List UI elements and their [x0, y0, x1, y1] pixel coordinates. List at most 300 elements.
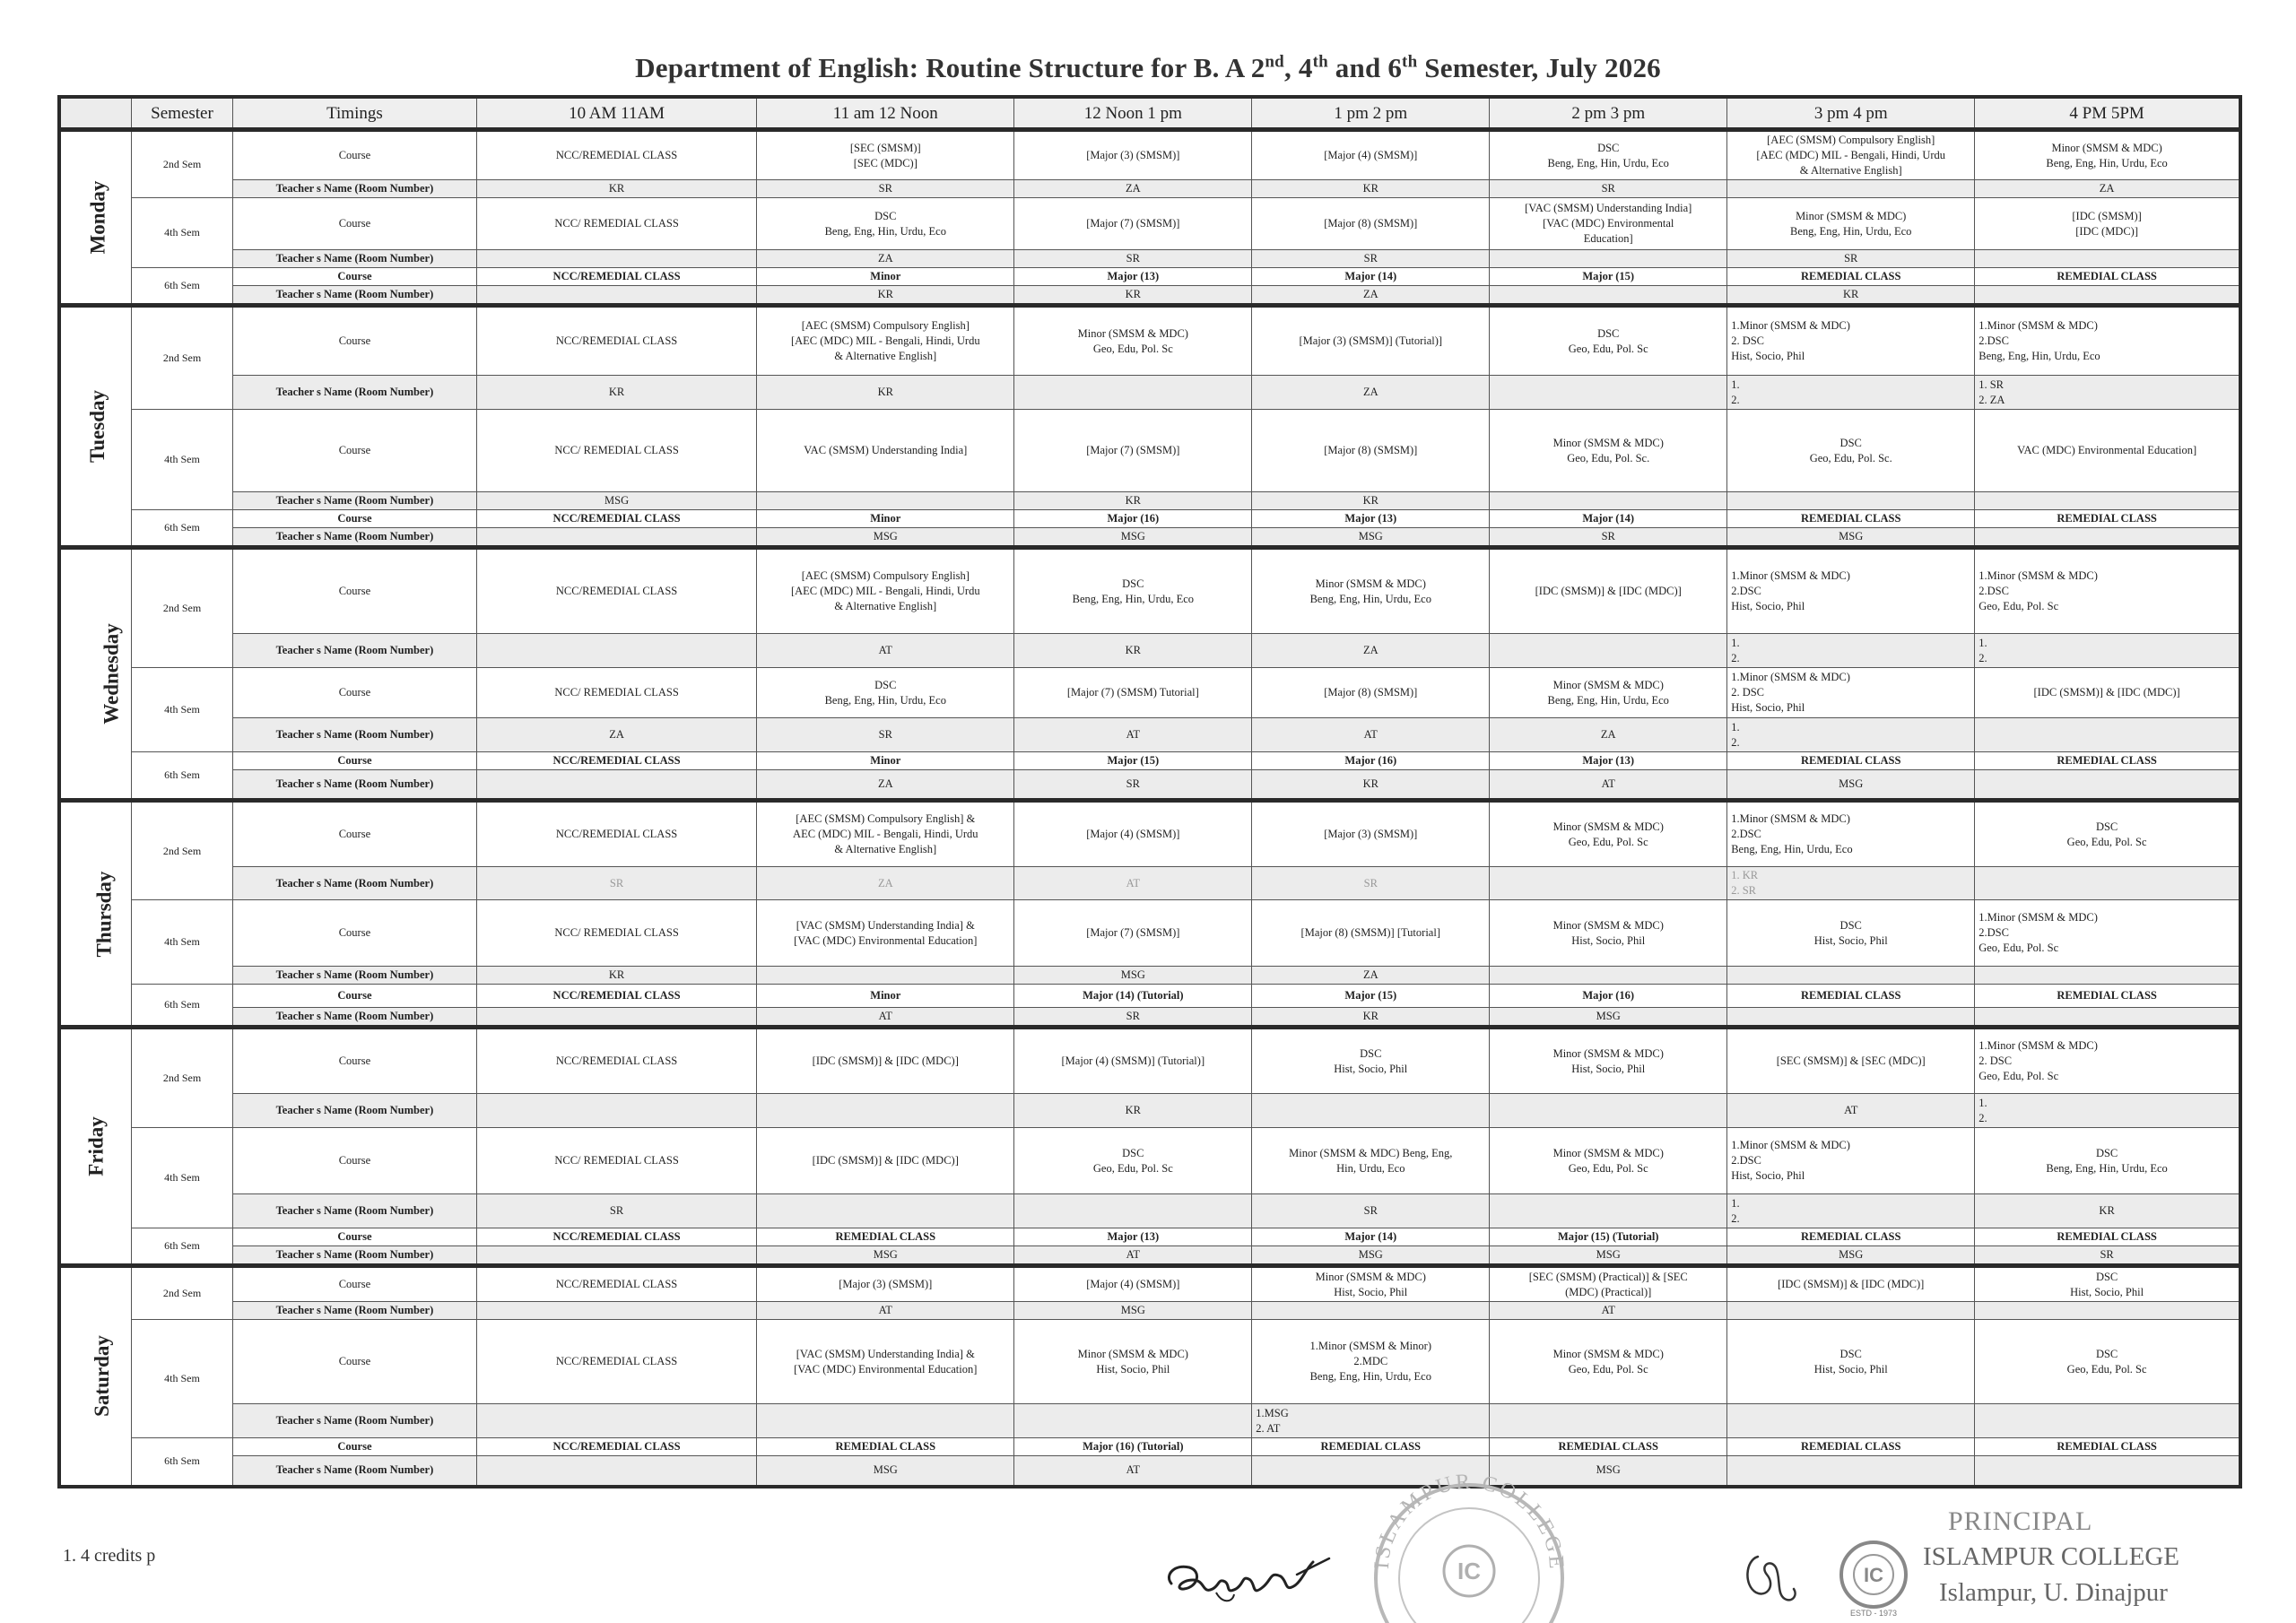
course-cell-1pm: 1.Minor (SMSM & Minor) 2.MDC Beng, Eng, Hin, Urdu, Eco: [1252, 1320, 1490, 1404]
semester-label: 4th Sem: [132, 900, 233, 985]
course-cell-1pm: Minor (SMSM & MDC) Beng, Eng, Hin, Urdu, Eco: [1252, 548, 1490, 634]
teacher-cell-2pm: [1490, 967, 1727, 985]
teacher-cell-4pm: 1. 2.: [1975, 634, 2240, 668]
teacher-cell-11am: [757, 1194, 1014, 1228]
course-cell-12noon: Major (16): [1014, 510, 1252, 528]
course-cell-1pm: Major (14): [1252, 1228, 1490, 1246]
teacher-cell-12noon: AT: [1014, 718, 1252, 752]
teacher-cell-1pm: MSG: [1252, 1246, 1490, 1266]
course-cell-12noon: Minor (SMSM & MDC) Geo, Edu, Pol. Sc: [1014, 306, 1252, 376]
course-cell-1pm: DSC Hist, Socio, Phil: [1252, 1028, 1490, 1094]
principal-stamp: [1826, 1506, 2212, 1618]
course-cell-3pm: 1.Minor (SMSM & MDC) 2. DSC Hist, Socio, Phil: [1727, 668, 1975, 718]
course-cell-10am: NCC/REMEDIAL CLASS: [476, 752, 756, 770]
teacher-cell-3pm: 1. 2.: [1727, 1194, 1975, 1228]
teacher-cell-2pm: [1490, 492, 1727, 510]
teacher-cell-12noon: KR: [1014, 1094, 1252, 1128]
course-cell-3pm: REMEDIAL CLASS: [1727, 985, 1975, 1008]
course-cell-11am: Minor: [757, 752, 1014, 770]
course-cell-1pm: Major (16): [1252, 752, 1490, 770]
day-name: Thursday: [92, 871, 116, 957]
course-cell-4pm: DSC Geo, Edu, Pol. Sc: [1975, 801, 2240, 867]
course-cell-10am: NCC/REMEDIAL CLASS: [476, 1266, 756, 1302]
course-cell-10am: NCC/REMEDIAL CLASS: [476, 1320, 756, 1404]
course-cell-3pm: 1.Minor (SMSM & MDC) 2.DSC Hist, Socio, Phil: [1727, 1128, 1975, 1194]
course-row: [59, 1438, 2240, 1456]
teacher-cell-3pm: KR: [1727, 286, 1975, 306]
course-row: [59, 900, 2240, 967]
course-cell-3pm: 1.Minor (SMSM & MDC) 2.DSC Beng, Eng, Hin, Urdu, Eco: [1727, 801, 1975, 867]
course-cell-10am: NCC/REMEDIAL CLASS: [476, 510, 756, 528]
teacher-label: Teacher s Name (Room Number): [232, 1094, 476, 1128]
teacher-label: Teacher s Name (Room Number): [232, 1246, 476, 1266]
teacher-cell-10am: [476, 1008, 756, 1028]
teacher-cell-11am: AT: [757, 1302, 1014, 1320]
initials-signature: [1740, 1549, 1803, 1607]
teacher-row: [59, 376, 2240, 410]
course-cell-2pm: Major (15) (Tutorial): [1490, 1228, 1727, 1246]
teacher-cell-11am: [757, 1094, 1014, 1128]
teacher-cell-1pm: [1252, 1302, 1490, 1320]
teacher-cell-3pm: [1727, 1456, 1975, 1487]
teacher-cell-2pm: SR: [1490, 528, 1727, 548]
header-slot-3pm: 3 pm 4 pm: [1727, 97, 1975, 130]
teacher-cell-11am: [757, 967, 1014, 985]
course-cell-2pm: Minor (SMSM & MDC) Geo, Edu, Pol. Sc: [1490, 801, 1727, 867]
header-row: [59, 97, 2240, 130]
course-row: [59, 510, 2240, 528]
teacher-cell-2pm: [1490, 250, 1727, 268]
course-row: [59, 752, 2240, 770]
course-cell-11am: [VAC (SMSM) Understanding India] & [VAC (MDC) Environmental Education]: [757, 900, 1014, 967]
course-cell-3pm: DSC Geo, Edu, Pol. Sc.: [1727, 410, 1975, 492]
routine-table: [57, 95, 2242, 1488]
course-cell-2pm: Minor (SMSM & MDC) Geo, Edu, Pol. Sc.: [1490, 410, 1727, 492]
teacher-cell-10am: KR: [476, 967, 756, 985]
day-name: Monday: [86, 180, 109, 255]
course-cell-3pm: REMEDIAL CLASS: [1727, 510, 1975, 528]
course-cell-3pm: 1.Minor (SMSM & MDC) 2.DSC Hist, Socio, Phil: [1727, 548, 1975, 634]
teacher-cell-1pm: ZA: [1252, 967, 1490, 985]
course-cell-10am: NCC/REMEDIAL CLASS: [476, 1438, 756, 1456]
day-label-saturday: [59, 1266, 132, 1487]
course-cell-4pm: REMEDIAL CLASS: [1975, 985, 2240, 1008]
teacher-cell-1pm: ZA: [1252, 286, 1490, 306]
teacher-cell-12noon: KR: [1014, 286, 1252, 306]
day-label-monday: [59, 130, 132, 306]
teacher-cell-2pm: [1490, 634, 1727, 668]
semester-label: 6th Sem: [132, 1438, 233, 1487]
stamp-principal-text: PRINCIPAL: [1948, 1506, 2093, 1536]
course-cell-10am: NCC/REMEDIAL CLASS: [476, 268, 756, 286]
teacher-cell-2pm: MSG: [1490, 1456, 1727, 1487]
course-cell-10am: NCC/ REMEDIAL CLASS: [476, 410, 756, 492]
course-cell-2pm: [VAC (SMSM) Understanding India] [VAC (MDC) Environmental Education]: [1490, 198, 1727, 250]
teacher-row: [59, 1194, 2240, 1228]
course-cell-10am: NCC/REMEDIAL CLASS: [476, 548, 756, 634]
course-cell-12noon: [Major (7) (SMSM)]: [1014, 198, 1252, 250]
course-cell-11am: DSC Beng, Eng, Hin, Urdu, Eco: [757, 198, 1014, 250]
course-cell-1pm: [Major (8) (SMSM)] [Tutorial]: [1252, 900, 1490, 967]
course-cell-1pm: Major (14): [1252, 268, 1490, 286]
teacher-cell-10am: [476, 528, 756, 548]
course-cell-11am: [IDC (SMSM)] & [IDC (MDC)]: [757, 1028, 1014, 1094]
teacher-cell-12noon: MSG: [1014, 528, 1252, 548]
teacher-row: [59, 967, 2240, 985]
teacher-cell-11am: ZA: [757, 770, 1014, 801]
college-seal-stamp: [1361, 1471, 1577, 1623]
teacher-cell-2pm: AT: [1490, 770, 1727, 801]
teacher-label: Teacher s Name (Room Number): [232, 718, 476, 752]
teacher-cell-10am: [476, 1456, 756, 1487]
day-label-wednesday: [59, 548, 132, 801]
semester-label: 2nd Sem: [132, 306, 233, 410]
teacher-cell-12noon: [1014, 376, 1252, 410]
teacher-cell-3pm: 1. 2.: [1727, 634, 1975, 668]
teacher-cell-4pm: [1975, 1302, 2240, 1320]
teacher-cell-10am: [476, 286, 756, 306]
teacher-cell-1pm: MSG: [1252, 528, 1490, 548]
course-cell-11am: [IDC (SMSM)] & [IDC (MDC)]: [757, 1128, 1014, 1194]
teacher-cell-3pm: 1. 2.: [1727, 376, 1975, 410]
course-cell-12noon: DSC Beng, Eng, Hin, Urdu, Eco: [1014, 548, 1252, 634]
semester-label: 6th Sem: [132, 985, 233, 1028]
teacher-cell-1pm: KR: [1252, 770, 1490, 801]
teacher-cell-12noon: AT: [1014, 867, 1252, 900]
course-label: Course: [232, 1028, 476, 1094]
teacher-row: [59, 528, 2240, 548]
semester-label: 4th Sem: [132, 668, 233, 752]
course-cell-12noon: Major (15): [1014, 752, 1252, 770]
teacher-label: Teacher s Name (Room Number): [232, 1302, 476, 1320]
course-row: [59, 801, 2240, 867]
teacher-row: [59, 1008, 2240, 1028]
teacher-cell-1pm: ZA: [1252, 376, 1490, 410]
teacher-cell-4pm: [1975, 528, 2240, 548]
teacher-cell-2pm: MSG: [1490, 1246, 1727, 1266]
course-cell-12noon: Minor (SMSM & MDC) Hist, Socio, Phil: [1014, 1320, 1252, 1404]
day-name: Saturday: [90, 1335, 113, 1418]
course-row: [59, 668, 2240, 718]
course-cell-4pm: 1.Minor (SMSM & MDC) 2.DSC Geo, Edu, Pol. Sc: [1975, 548, 2240, 634]
teacher-cell-10am: ZA: [476, 718, 756, 752]
course-row: [59, 268, 2240, 286]
course-cell-10am: NCC/REMEDIAL CLASS: [476, 130, 756, 180]
course-cell-2pm: [IDC (SMSM)] & [IDC (MDC)]: [1490, 548, 1727, 634]
course-cell-4pm: DSC Geo, Edu, Pol. Sc: [1975, 1320, 2240, 1404]
teacher-row: [59, 1456, 2240, 1487]
course-cell-4pm: 1.Minor (SMSM & MDC) 2. DSC Geo, Edu, Pol. Sc: [1975, 1028, 2240, 1094]
teacher-row: [59, 718, 2240, 752]
teacher-cell-1pm: KR: [1252, 492, 1490, 510]
teacher-cell-11am: KR: [757, 376, 1014, 410]
teacher-cell-3pm: [1727, 1404, 1975, 1438]
teacher-row: [59, 286, 2240, 306]
day-name: Wednesday: [100, 623, 123, 725]
teacher-cell-11am: [757, 1404, 1014, 1438]
teacher-cell-4pm: 1. 2.: [1975, 1094, 2240, 1128]
course-cell-1pm: Major (13): [1252, 510, 1490, 528]
semester-label: 2nd Sem: [132, 801, 233, 900]
header-slot-12noon: 12 Noon 1 pm: [1014, 97, 1252, 130]
course-row: [59, 410, 2240, 492]
course-cell-11am: Minor: [757, 268, 1014, 286]
teacher-label: Teacher s Name (Room Number): [232, 286, 476, 306]
course-row: [59, 130, 2240, 180]
header-slot-4pm: 4 PM 5PM: [1975, 97, 2240, 130]
day-label-thursday: [59, 801, 132, 1028]
teacher-cell-10am: [476, 1302, 756, 1320]
teacher-row: [59, 492, 2240, 510]
day-label-friday: [59, 1028, 132, 1266]
course-cell-11am: Minor: [757, 985, 1014, 1008]
teacher-cell-2pm: [1490, 376, 1727, 410]
teacher-row: [59, 180, 2240, 198]
course-cell-1pm: Minor (SMSM & MDC) Hist, Socio, Phil: [1252, 1266, 1490, 1302]
course-row: [59, 1320, 2240, 1404]
teacher-cell-2pm: [1490, 286, 1727, 306]
teacher-cell-4pm: SR: [1975, 1246, 2240, 1266]
course-cell-12noon: Major (16) (Tutorial): [1014, 1438, 1252, 1456]
teacher-cell-4pm: [1975, 492, 2240, 510]
course-cell-2pm: Major (16): [1490, 985, 1727, 1008]
semester-label: 6th Sem: [132, 1228, 233, 1266]
teacher-cell-3pm: [1727, 967, 1975, 985]
course-cell-2pm: Major (14): [1490, 510, 1727, 528]
teacher-label: Teacher s Name (Room Number): [232, 967, 476, 985]
course-label: Course: [232, 1266, 476, 1302]
teacher-label: Teacher s Name (Room Number): [232, 634, 476, 668]
course-label: Course: [232, 268, 476, 286]
course-cell-1pm: Minor (SMSM & MDC) Beng, Eng, Hin, Urdu, Eco: [1252, 1128, 1490, 1194]
course-label: Course: [232, 668, 476, 718]
teacher-row: [59, 250, 2240, 268]
header-slot-2pm: 2 pm 3 pm: [1490, 97, 1727, 130]
course-cell-10am: NCC/REMEDIAL CLASS: [476, 985, 756, 1008]
course-cell-11am: [Major (3) (SMSM)]: [757, 1266, 1014, 1302]
course-cell-12noon: DSC Geo, Edu, Pol. Sc: [1014, 1128, 1252, 1194]
course-cell-10am: NCC/REMEDIAL CLASS: [476, 306, 756, 376]
signature: [1162, 1548, 1342, 1609]
teacher-cell-4pm: [1975, 250, 2240, 268]
course-cell-2pm: DSC Beng, Eng, Hin, Urdu, Eco: [1490, 130, 1727, 180]
teacher-cell-3pm: 1. 2.: [1727, 718, 1975, 752]
course-cell-3pm: REMEDIAL CLASS: [1727, 268, 1975, 286]
course-row: [59, 1266, 2240, 1302]
teacher-cell-2pm: MSG: [1490, 1008, 1727, 1028]
course-cell-2pm: Major (15): [1490, 268, 1727, 286]
course-cell-3pm: REMEDIAL CLASS: [1727, 1228, 1975, 1246]
course-cell-1pm: [Major (8) (SMSM)]: [1252, 668, 1490, 718]
header-slot-11am: 11 am 12 Noon: [757, 97, 1014, 130]
teacher-cell-11am: ZA: [757, 867, 1014, 900]
course-cell-4pm: REMEDIAL CLASS: [1975, 752, 2240, 770]
svg-text:IC: IC: [1457, 1558, 1481, 1584]
teacher-cell-1pm: SR: [1252, 867, 1490, 900]
teacher-cell-10am: SR: [476, 1194, 756, 1228]
teacher-label: Teacher s Name (Room Number): [232, 250, 476, 268]
course-row: [59, 548, 2240, 634]
teacher-label: Teacher s Name (Room Number): [232, 770, 476, 801]
semester-label: 4th Sem: [132, 1128, 233, 1228]
course-cell-1pm: [Major (8) (SMSM)]: [1252, 410, 1490, 492]
course-label: Course: [232, 510, 476, 528]
course-cell-2pm: Minor (SMSM & MDC) Hist, Socio, Phil: [1490, 1028, 1727, 1094]
header-slot-1pm: 1 pm 2 pm: [1252, 97, 1490, 130]
header-semester: Semester: [132, 97, 233, 130]
course-cell-12noon: [Major (4) (SMSM)]: [1014, 1266, 1252, 1302]
teacher-cell-12noon: SR: [1014, 250, 1252, 268]
teacher-cell-3pm: MSG: [1727, 528, 1975, 548]
semester-label: 4th Sem: [132, 1320, 233, 1438]
teacher-cell-3pm: SR: [1727, 250, 1975, 268]
day-label-tuesday: [59, 306, 132, 548]
course-cell-11am: [SEC (SMSM)] [SEC (MDC)]: [757, 130, 1014, 180]
course-cell-3pm: DSC Hist, Socio, Phil: [1727, 900, 1975, 967]
teacher-label: Teacher s Name (Room Number): [232, 1456, 476, 1487]
course-label: Course: [232, 130, 476, 180]
course-label: Course: [232, 900, 476, 967]
stamp-college-name: ISLAMPUR COLLEGE: [1923, 1542, 2179, 1571]
day-name: Friday: [84, 1116, 108, 1176]
teacher-cell-12noon: AT: [1014, 1456, 1252, 1487]
teacher-label: Teacher s Name (Room Number): [232, 528, 476, 548]
teacher-label: Teacher s Name (Room Number): [232, 1404, 476, 1438]
teacher-row: [59, 1246, 2240, 1266]
college-logo-icon: [1830, 1539, 1918, 1618]
teacher-cell-1pm: KR: [1252, 180, 1490, 198]
teacher-cell-2pm: [1490, 1404, 1727, 1438]
teacher-cell-12noon: KR: [1014, 492, 1252, 510]
teacher-cell-1pm: SR: [1252, 250, 1490, 268]
teacher-cell-12noon: KR: [1014, 634, 1252, 668]
course-row: [59, 306, 2240, 376]
course-cell-10am: NCC/ REMEDIAL CLASS: [476, 900, 756, 967]
teacher-cell-2pm: SR: [1490, 180, 1727, 198]
course-label: Course: [232, 1128, 476, 1194]
teacher-cell-4pm: KR: [1975, 1194, 2240, 1228]
teacher-cell-3pm: [1727, 180, 1975, 198]
course-row: [59, 198, 2240, 250]
course-cell-12noon: Major (14) (Tutorial): [1014, 985, 1252, 1008]
header-slot-10am: 10 AM 11AM: [476, 97, 756, 130]
course-cell-4pm: [IDC (SMSM)] [IDC (MDC)]: [1975, 198, 2240, 250]
teacher-cell-4pm: [1975, 1456, 2240, 1487]
course-cell-11am: [VAC (SMSM) Understanding India] & [VAC (MDC) Environmental Education]: [757, 1320, 1014, 1404]
course-cell-11am: [AEC (SMSM) Compulsory English] [AEC (MDC) MIL - Bengali, Hindi, Urdu & Alternative English]: [757, 548, 1014, 634]
course-label: Course: [232, 1228, 476, 1246]
course-cell-4pm: REMEDIAL CLASS: [1975, 268, 2240, 286]
teacher-cell-10am: [476, 634, 756, 668]
teacher-cell-11am: KR: [757, 286, 1014, 306]
course-cell-12noon: Major (13): [1014, 268, 1252, 286]
course-label: Course: [232, 1438, 476, 1456]
course-label: Course: [232, 985, 476, 1008]
course-cell-4pm: REMEDIAL CLASS: [1975, 1438, 2240, 1456]
course-label: Course: [232, 548, 476, 634]
course-cell-3pm: [SEC (SMSM)] & [SEC (MDC)]: [1727, 1028, 1975, 1094]
teacher-cell-10am: [476, 250, 756, 268]
course-cell-2pm: DSC Geo, Edu, Pol. Sc: [1490, 306, 1727, 376]
teacher-cell-11am: AT: [757, 634, 1014, 668]
teacher-cell-4pm: [1975, 1404, 2240, 1438]
semester-label: 2nd Sem: [132, 548, 233, 668]
teacher-cell-11am: MSG: [757, 1246, 1014, 1266]
teacher-label: Teacher s Name (Room Number): [232, 376, 476, 410]
course-cell-2pm: Minor (SMSM & MDC) Hist, Socio, Phil: [1490, 900, 1727, 967]
course-cell-3pm: REMEDIAL CLASS: [1727, 1438, 1975, 1456]
teacher-cell-12noon: AT: [1014, 1246, 1252, 1266]
teacher-cell-12noon: ZA: [1014, 180, 1252, 198]
semester-label: 6th Sem: [132, 510, 233, 548]
teacher-cell-4pm: [1975, 286, 2240, 306]
course-cell-11am: REMEDIAL CLASS: [757, 1438, 1014, 1456]
teacher-cell-3pm: AT: [1727, 1094, 1975, 1128]
course-cell-2pm: Major (13): [1490, 752, 1727, 770]
course-cell-1pm: Major (15): [1252, 985, 1490, 1008]
teacher-row: [59, 1404, 2240, 1438]
course-row: [59, 985, 2240, 1008]
teacher-cell-4pm: [1975, 967, 2240, 985]
semester-label: 2nd Sem: [132, 1028, 233, 1128]
course-cell-12noon: [Major (7) (SMSM)]: [1014, 900, 1252, 967]
teacher-cell-11am: MSG: [757, 528, 1014, 548]
course-cell-4pm: DSC Hist, Socio, Phil: [1975, 1266, 2240, 1302]
course-row: [59, 1028, 2240, 1094]
footnote: 1. 4 credits p: [63, 1546, 156, 1566]
course-cell-11am: Minor: [757, 510, 1014, 528]
course-cell-2pm: Minor (SMSM & MDC) Geo, Edu, Pol. Sc: [1490, 1320, 1727, 1404]
teacher-label: Teacher s Name (Room Number): [232, 1008, 476, 1028]
teacher-cell-10am: KR: [476, 180, 756, 198]
teacher-cell-2pm: [1490, 867, 1727, 900]
teacher-cell-12noon: SR: [1014, 770, 1252, 801]
course-cell-11am: [AEC (SMSM) Compulsory English] & AEC (MDC) MIL - Bengali, Hindi, Urdu & Alternative English]: [757, 801, 1014, 867]
teacher-label: Teacher s Name (Room Number): [232, 867, 476, 900]
course-cell-10am: NCC/ REMEDIAL CLASS: [476, 668, 756, 718]
course-row: [59, 1128, 2240, 1194]
course-cell-1pm: [Major (3) (SMSM)]: [1252, 801, 1490, 867]
course-cell-12noon: Major (13): [1014, 1228, 1252, 1246]
course-cell-10am: NCC/REMEDIAL CLASS: [476, 801, 756, 867]
course-label: Course: [232, 410, 476, 492]
teacher-cell-1pm: KR: [1252, 1008, 1490, 1028]
teacher-cell-1pm: [1252, 1094, 1490, 1128]
course-cell-2pm: [SEC (SMSM) (Practical)] & [SEC (MDC) (Practical)]: [1490, 1266, 1727, 1302]
course-cell-3pm: [AEC (SMSM) Compulsory English] [AEC (MDC) MIL - Bengali, Hindi, Urdu & Alternative English]: [1727, 130, 1975, 180]
semester-label: 6th Sem: [132, 752, 233, 801]
page-title: Department of English: Routine Structure for B. A 2nd, 4th and 6th Semester, July 2026: [635, 52, 1661, 83]
teacher-label: Teacher s Name (Room Number): [232, 180, 476, 198]
course-cell-3pm: 1.Minor (SMSM & MDC) 2. DSC Hist, Socio, Phil: [1727, 306, 1975, 376]
teacher-row: [59, 867, 2240, 900]
teacher-cell-1pm: AT: [1252, 718, 1490, 752]
teacher-cell-3pm: [1727, 1008, 1975, 1028]
course-cell-10am: NCC/REMEDIAL CLASS: [476, 1028, 756, 1094]
teacher-cell-4pm: ZA: [1975, 180, 2240, 198]
semester-label: 2nd Sem: [132, 130, 233, 198]
teacher-label: Teacher s Name (Room Number): [232, 492, 476, 510]
teacher-cell-11am: SR: [757, 718, 1014, 752]
teacher-cell-11am: [757, 492, 1014, 510]
svg-text:IC: IC: [1864, 1564, 1883, 1586]
teacher-cell-12noon: MSG: [1014, 1302, 1252, 1320]
course-cell-1pm: [Major (4) (SMSM)]: [1252, 130, 1490, 180]
course-label: Course: [232, 752, 476, 770]
svg-text:ISLAMPUR COLLEGE: ISLAMPUR COLLEGE: [1370, 1471, 1569, 1573]
teacher-cell-1pm: 1.MSG 2. AT: [1252, 1404, 1490, 1438]
teacher-cell-1pm: SR: [1252, 1194, 1490, 1228]
